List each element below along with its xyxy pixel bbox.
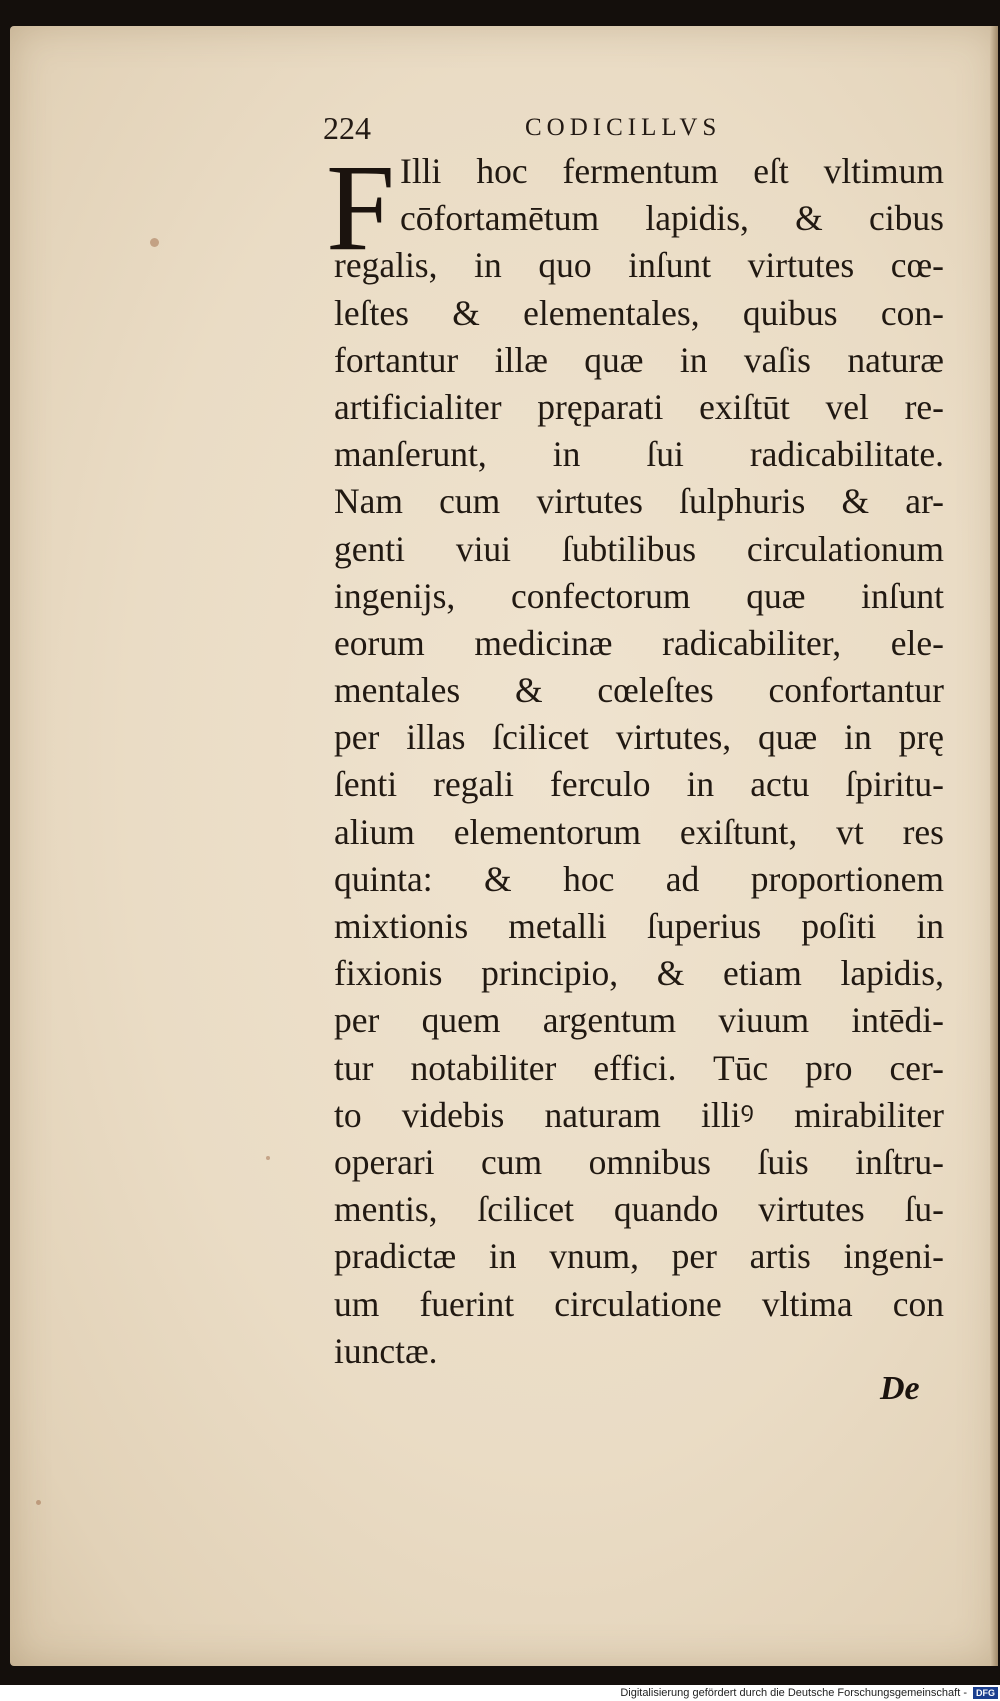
text-line: genti viui ſubtilibus circulationum xyxy=(334,528,944,569)
page-header xyxy=(323,110,943,150)
text-line: fortantur illæ quæ in vaſis naturæ xyxy=(334,339,944,380)
text-line: per quem argentum viuum intēdi- xyxy=(334,1000,944,1041)
dfg-logo: DFG xyxy=(973,1687,998,1699)
text-line: mentis, ſcilicet quando virtutes ſu- xyxy=(334,1189,944,1230)
digitization-credit-bar xyxy=(0,1685,1000,1701)
text-line: tur notabiliter effici. Tūc pro cer- xyxy=(334,1047,944,1088)
text-line: mentales & cœleſtes confortantur xyxy=(334,670,944,711)
page-edge xyxy=(990,26,998,1666)
text-line: pradictæ in vnum, per artis ingeni- xyxy=(334,1236,944,1277)
text-line: eorum medicinæ radicabiliter, ele- xyxy=(334,622,944,663)
text-line: ingenijs, confectorum quæ inſunt xyxy=(334,575,944,616)
text-line: um fuerint circulatione vltima con xyxy=(334,1283,944,1324)
body-text xyxy=(334,148,944,1375)
text-line: iunctæ. xyxy=(334,1330,438,1371)
foxing-spot xyxy=(36,1500,41,1505)
text-line: regalis, in quo inſunt virtutes cœ- xyxy=(334,245,944,286)
drop-initial: F xyxy=(326,139,395,276)
text-line: manſerunt, in ſui radicabilitate. xyxy=(334,434,944,475)
foxing-spot xyxy=(266,1156,270,1160)
text-line: Nam cum virtutes ſulphuris & ar- xyxy=(334,481,944,522)
page-number: 224 xyxy=(323,110,371,146)
text-line: to videbis naturam illiꝰ mirabiliter xyxy=(334,1094,944,1135)
text-line: ſenti regali ferculo in actu ſpiritu- xyxy=(334,764,944,805)
text-line: alium elementorum exiſtunt, vt res xyxy=(334,811,944,852)
text-line: per illas ſcilicet virtutes, quæ in prę xyxy=(334,717,944,758)
text-line: operari cum omnibus ſuis inſtru- xyxy=(334,1141,944,1182)
foxing-spot xyxy=(150,238,159,247)
catchword: De xyxy=(880,1370,920,1407)
digitization-credit: Digitalisierung gefördert durch die Deutsche Forschungsgemeinschaft - xyxy=(620,1687,967,1699)
text-line: mixtionis metalli ſuperius poſiti in xyxy=(334,906,944,946)
text-line: leſtes & elementales, quibus con- xyxy=(334,292,944,333)
text-line: cōfortamētum lapidis, & cibus xyxy=(400,198,944,239)
text-line: quinta: & hoc ad proportionem xyxy=(334,858,944,899)
text-line: artificialiter pręparati exiſtūt vel re- xyxy=(334,386,944,427)
text-line: fixionis principio, & etiam lapidis, xyxy=(334,953,944,994)
text-line: Illi hoc fermentum eſt vltimum xyxy=(400,151,944,191)
running-title: CODICILLVS xyxy=(525,114,722,141)
